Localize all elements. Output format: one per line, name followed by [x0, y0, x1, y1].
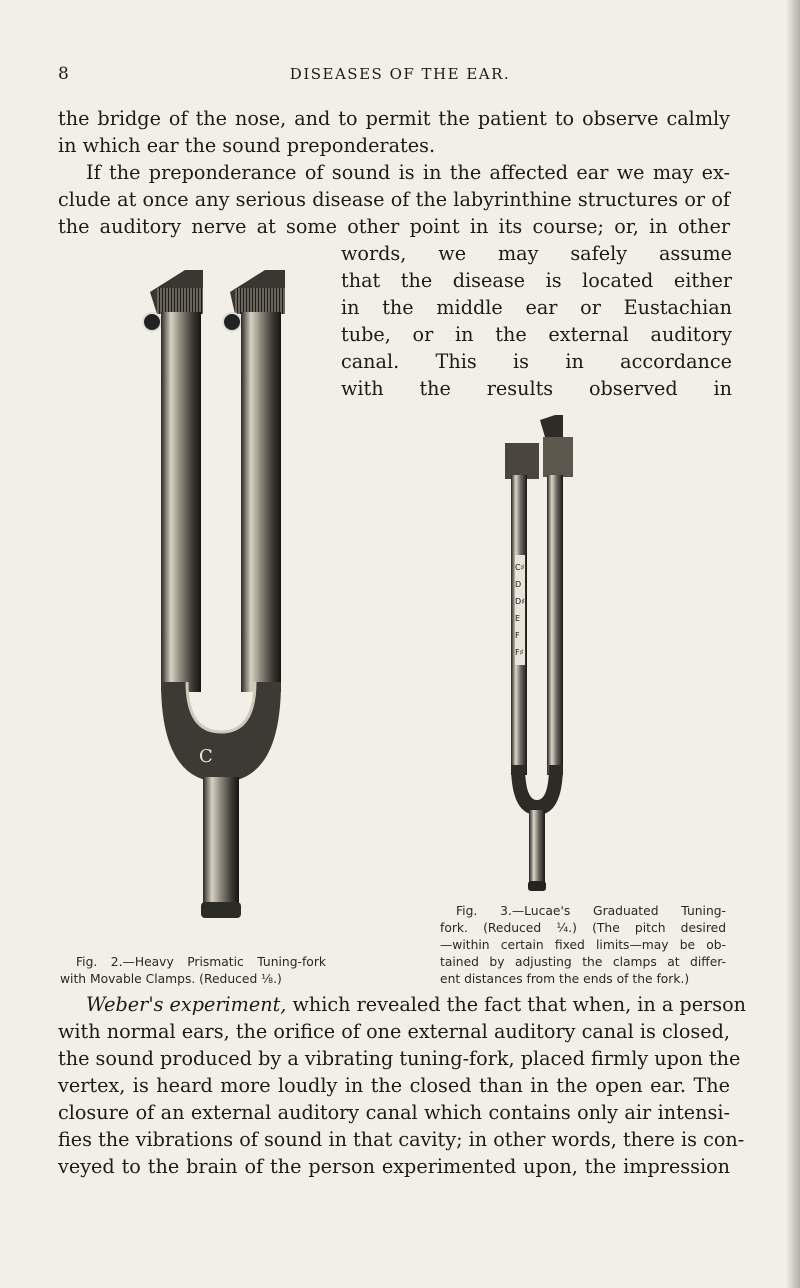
scale-mark-label: F♯ [515, 648, 524, 657]
caption-line: Fig. 2.—Heavy Prismatic Tuning-fork [76, 955, 326, 969]
page-edge-shadow [786, 0, 800, 1288]
body-text-bottom [58, 991, 746, 1180]
text-line: fies the vibrations of sound in that cavity; in other words, there is con- [58, 1128, 745, 1151]
scale-mark-label: E [515, 614, 521, 623]
text-line: words, we may safely assume [341, 242, 732, 265]
caption-line: ent distances from the ends of the fork.) [440, 972, 690, 986]
text-line: tube, or in the external auditory [341, 323, 732, 346]
caption-line: Fig. 3.—Lucae's Graduated Tuning- [456, 904, 726, 918]
page-number: 8 [58, 64, 69, 84]
caption-line: fork. (Reduced ¼.) (The pitch desired [440, 921, 726, 935]
body-text-wrap [341, 240, 732, 402]
page-header [0, 64, 800, 90]
text-span: which revealed the fact that when, in a person [286, 993, 746, 1016]
figure-3-caption [440, 903, 726, 988]
text-line: in the middle ear or Eustachian [341, 296, 732, 319]
italic-lead: Weber's experiment, [86, 993, 287, 1016]
text-line: closure of an external auditory canal which contains only air intensi- [58, 1101, 730, 1124]
text-line: in which ear the sound preponderates. [58, 134, 436, 157]
text-line [58, 991, 746, 1018]
figure-2-caption [60, 954, 326, 988]
text-line: the auditory nerve at some other point in its course; or, in other [58, 215, 730, 238]
text-line: veyed to the brain of the person experimented upon, the impression [58, 1155, 730, 1178]
text-line: canal. This is in accordance [341, 350, 732, 373]
text-line: vertex, is heard more loudly in the closed than in the open ear. The [58, 1074, 730, 1097]
body-text-top [58, 105, 730, 240]
text-line: If the preponderance of sound is in the affected ear we may ex- [86, 161, 730, 184]
text-line: the bridge of the nose, and to permit the patient to observe calmly [58, 107, 730, 130]
scale-mark-label: C♯ [515, 563, 525, 572]
caption-line: —within certain fixed limits—may be ob- [440, 938, 726, 952]
running-title: DISEASES OF THE EAR. [289, 65, 511, 83]
figure-3-graduated-tuning-fork-illustration [495, 415, 595, 895]
caption-line: with Movable Clamps. (Reduced ⅛.) [60, 972, 282, 986]
text-line: the sound produced by a vibrating tuning-fork, placed firmly upon the [58, 1047, 741, 1070]
scale-mark-label: F [515, 631, 520, 640]
fork-letter-label: C [199, 746, 213, 767]
scale-mark-label: D [515, 580, 522, 589]
caption-line: tained by adjusting the clamps at differ- [440, 955, 726, 969]
scale-mark-label: D♯ [515, 597, 526, 606]
text-line: that the disease is located either [341, 269, 732, 292]
figure-2-tuning-fork-illustration [135, 262, 305, 922]
text-line: with normal ears, the orifice of one external auditory canal is closed, [58, 1020, 730, 1043]
text-line: with the results observed in [341, 377, 732, 400]
text-line: clude at once any serious disease of the labyrinthine structures or of [58, 188, 730, 211]
